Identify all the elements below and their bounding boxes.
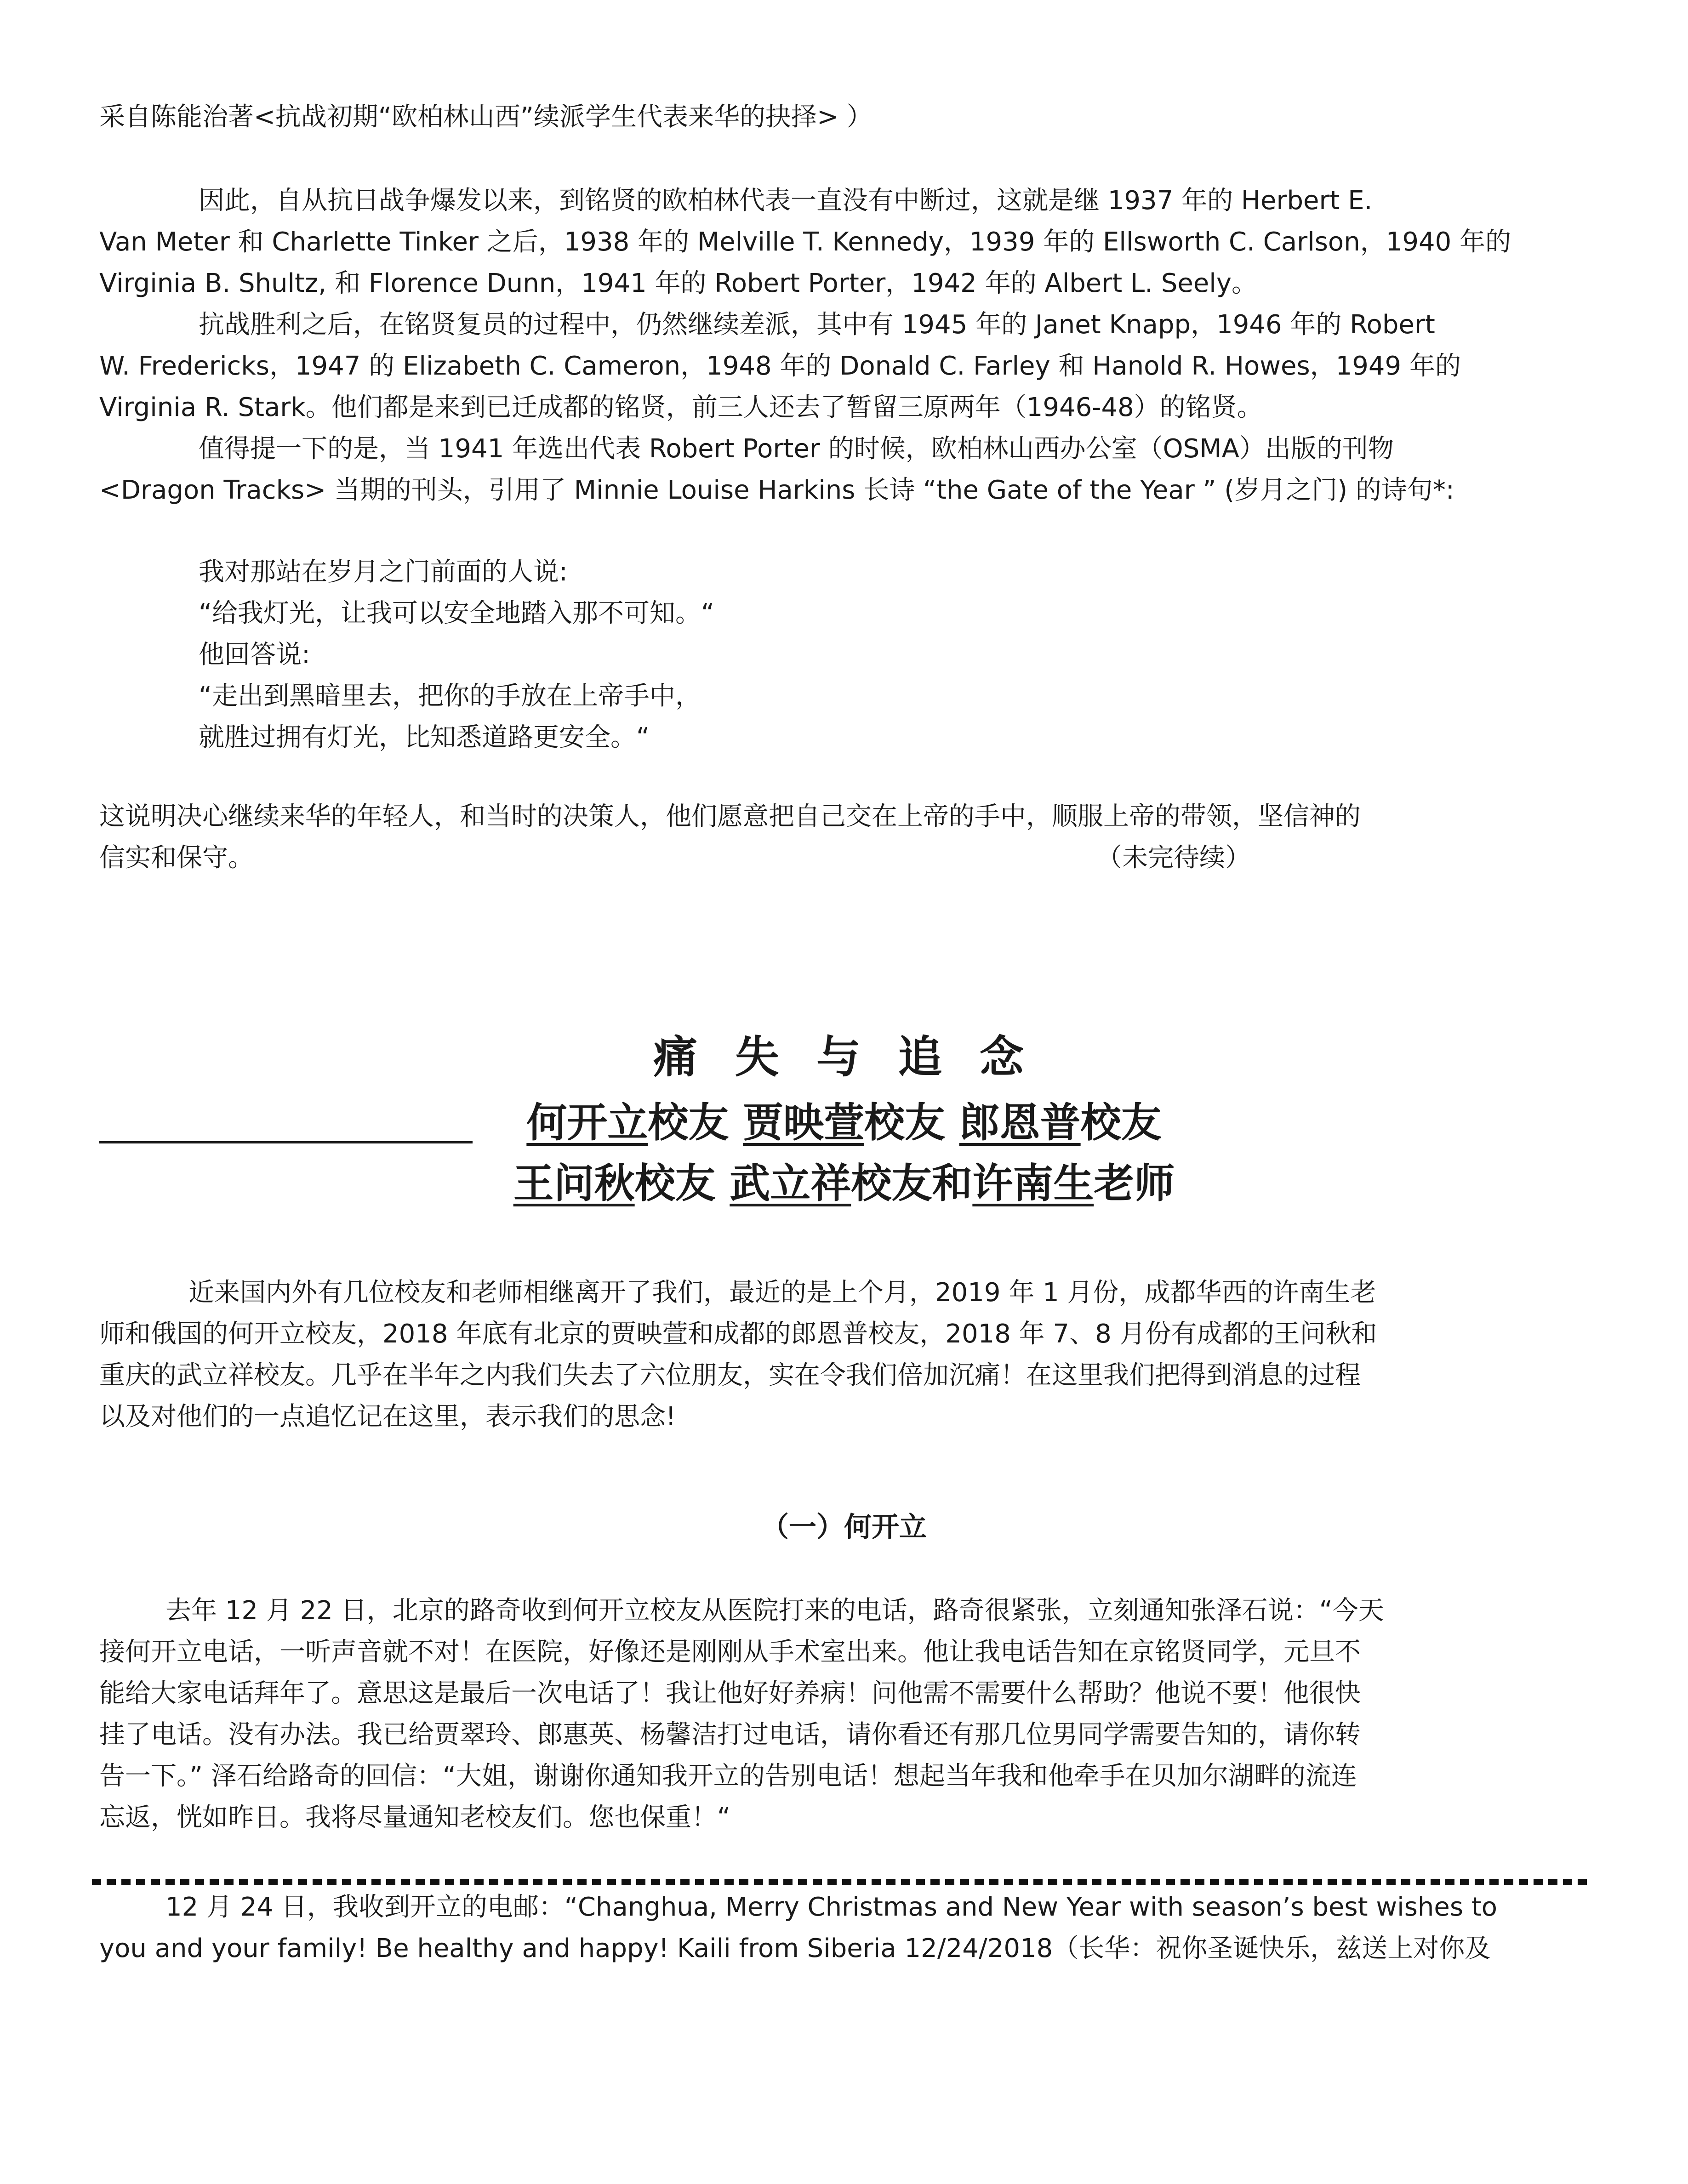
- name-wang-wenqiu: 王问秋: [513, 1160, 635, 1207]
- memorial-names-line-1: [0, 1093, 1688, 1153]
- citation-line: 采自陈能治著<抗战初期“欧柏林山西”续派学生代表来华的抉择> ）: [99, 102, 873, 132]
- intro-line-2: 师和俄国的何开立校友，2018 年底有北京的贾映萱和成都的郎恩普校友，2018 年 7、8 月份有成都的王问秋和: [99, 1319, 1377, 1349]
- dotted-separator: [92, 1879, 1591, 1885]
- name-xu-nansheng: 许南生: [972, 1160, 1094, 1207]
- to-be-continued: （未完待续）: [1096, 843, 1251, 873]
- para4-line-2: 信实和保守。: [99, 843, 254, 873]
- para3-line-1: 值得提一下的是，当 1941 年选出代表 Robert Porter 的时候，欧柏林山西办公室（OSMA）出版的刊物: [199, 434, 1394, 464]
- intro-line-1: 近来国内外有几位校友和老师相继离开了我们，最近的是上个月，2019 年 1 月份，成都华西的许南生老: [188, 1278, 1376, 1308]
- para2-line-2: W. Fredericks，1947 的 Elizabeth C. Cameron，1948 年的 Donald C. Farley 和 Hanold R. Howes，1949 年的: [99, 351, 1461, 381]
- section-heading: （一）何开立: [761, 1511, 927, 1543]
- name-suffix: 校友: [1080, 1099, 1162, 1146]
- section1-line-6: 忘返，恍如昨日。我将尽量通知老校友们。您也保重！“: [99, 1803, 731, 1832]
- name-he-kaili: 何开立: [526, 1099, 648, 1146]
- section1-para2-line-1: 12 月 24 日，我收到开立的电邮：“Changhua, Merry Christmas and New Year with season’s best wishes to: [165, 1892, 1498, 1922]
- poem-line-2: “给我灯光，让我可以安全地踏入那不可知。“: [199, 598, 715, 628]
- memorial-names-line-2: [0, 1154, 1688, 1213]
- memorial-title: 痛 失 与 追 念: [653, 1031, 1035, 1083]
- name-suffix: 老师: [1094, 1160, 1175, 1207]
- para4-line-1: 这说明决心继续来华的年轻人，和当时的决策人，他们愿意把自己交在上帝的手中，顺服上帝的带领，坚信神的: [99, 802, 1361, 831]
- name-wu-lixiang: 武立祥: [730, 1160, 851, 1207]
- name-jia-yingxuan: 贾映萱: [742, 1099, 864, 1146]
- section1-line-5: 告一下。” 泽石给路奇的回信：“大姐，谢谢你通知我开立的告别电话！想起当年我和他牵手在贝加尔湖畔的流连: [99, 1761, 1357, 1791]
- name-lang-enpu: 郎恩普: [959, 1099, 1081, 1146]
- section1-para2-line-2: you and your family! Be healthy and happy! Kaili from Siberia 12/24/2018（长华：祝你圣诞快乐，兹送上对你及: [99, 1934, 1491, 1963]
- para1-line-2: Van Meter 和 Charlette Tinker 之后，1938 年的 Melville T. Kennedy，1939 年的 Ellsworth C. Carlson，1940 年的: [99, 227, 1511, 257]
- para1-line-1: 因此，自从抗日战争爆发以来，到铭贤的欧柏林代表一直没有中断过，这就是继 1937 年的 Herbert E.: [199, 186, 1373, 216]
- name-suffix: 校友: [634, 1160, 730, 1207]
- poem-line-4: “走出到黑暗里去，把你的手放在上帝手中，: [199, 681, 701, 711]
- para2-line-3: Virginia R. Stark。他们都是来到已迁成都的铭贤，前三人还去了暂留三原两年（1946-48）的铭贤。: [99, 392, 1263, 422]
- name-suffix: 校友: [648, 1099, 743, 1146]
- poem-line-5: 就胜过拥有灯光，比知悉道路更安全。“: [199, 722, 650, 752]
- intro-line-3: 重庆的武立祥校友。几乎在半年之内我们失去了六位朋友，实在令我们倍加沉痛！在这里我们把得到消息的过程: [99, 1360, 1361, 1390]
- intro-line-4: 以及对他们的一点追忆记在这里，表示我们的思念!: [99, 1402, 676, 1432]
- section1-line-3: 能给大家电话拜年了。意思这是最后一次电话了！我让他好好养病！问他需不需要什么帮助？他说不要！他很快: [99, 1678, 1361, 1708]
- poem-line-1: 我对那站在岁月之门前面的人说:: [199, 557, 568, 587]
- section1-line-2: 接何开立电话，一听声音就不对！在医院，好像还是刚刚从手术室出来。他让我电话告知在京铭贤同学，元旦不: [99, 1637, 1361, 1667]
- name-suffix: 校友和: [851, 1160, 973, 1207]
- para3-line-2: <Dragon Tracks> 当期的刊头，引用了 Minnie Louise Harkins 长诗 “the Gate of the Year ” (岁月之门) 的诗句*:: [99, 475, 1454, 505]
- poem-line-3: 他回答说:: [199, 640, 310, 670]
- section1-line-4: 挂了电话。没有办法。我已给贾翠玲、郎惠英、杨馨洁打过电话，请你看还有那几位男同学需要告知的，请你转: [99, 1720, 1361, 1750]
- section1-line-1: 去年 12 月 22 日，北京的路奇收到何开立校友从医院打来的电话，路奇很紧张，立刻通知张泽石说：“今天: [165, 1596, 1384, 1626]
- para2-line-1: 抗战胜利之后，在铭贤复员的过程中，仍然继续差派，其中有 1945 年的 Janet Knapp，1946 年的 Robert: [199, 310, 1435, 340]
- para1-line-3: Virginia B. Shultz, 和 Florence Dunn，1941 年的 Robert Porter，1942 年的 Albert L. Seely。: [99, 268, 1257, 298]
- name-suffix: 校友: [864, 1099, 959, 1146]
